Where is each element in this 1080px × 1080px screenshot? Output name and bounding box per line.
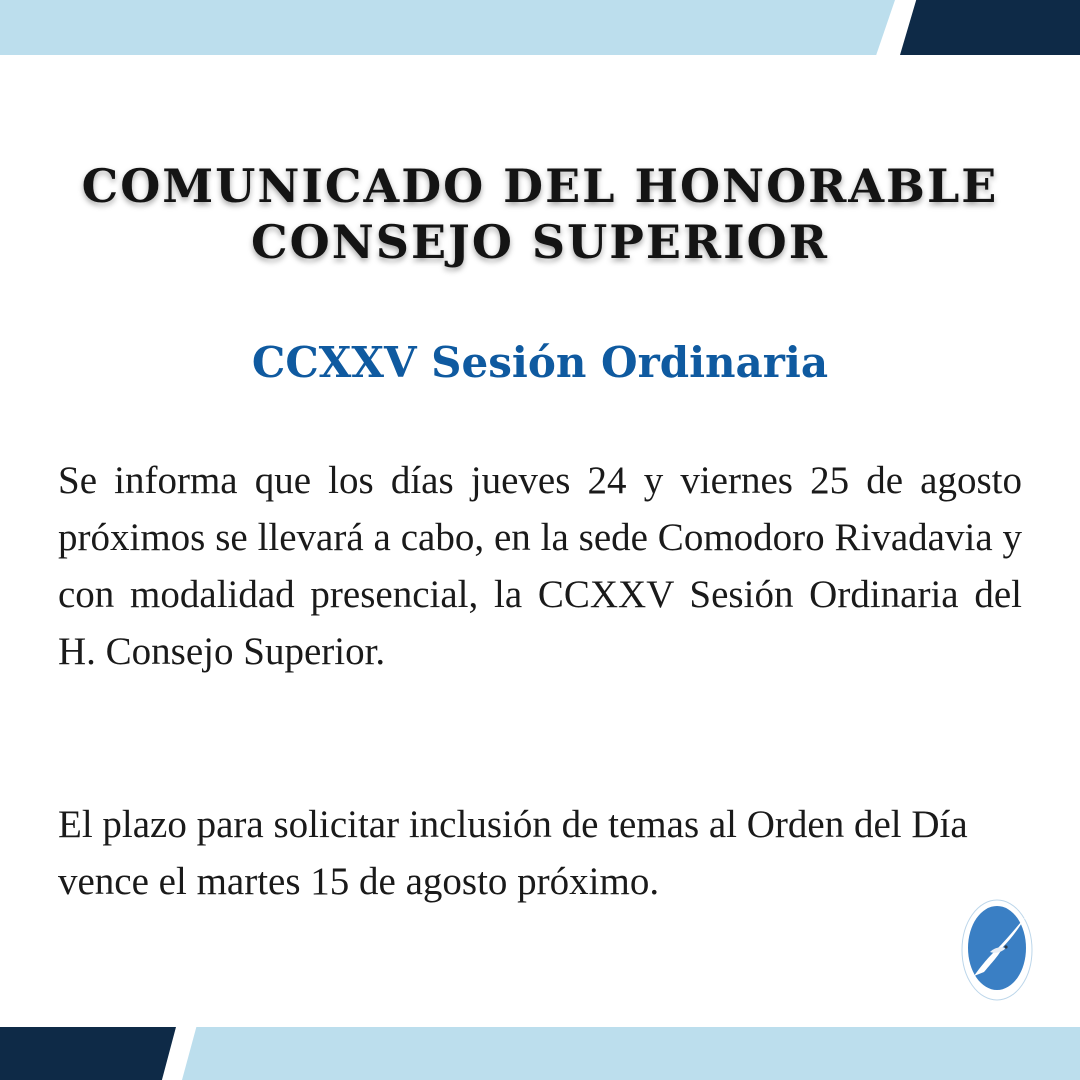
bottom-light-band (182, 1027, 1080, 1080)
top-light-band (0, 0, 895, 55)
title-line-2: CONSEJO SUPERIOR (251, 215, 829, 269)
announcement-paragraph: Se informa que los días jueves 24 y viernes 25 de agosto próximos se llevará a cabo, en la sede Comodoro Rivadavia y con modalidad presencial, la CCXXV Sesión Ordinaria del H. Consejo Superior. (58, 459, 1022, 673)
page-title (0, 158, 1080, 270)
title-line-1: COMUNICADO DEL HONORABLE (81, 159, 999, 213)
session-subtitle: CCXXV Sesión Ordinaria (251, 338, 829, 387)
deadline-paragraph: El plazo para solicitar inclusión de temas al Orden del Día vence el martes 15 de agosto próximo. (58, 803, 968, 903)
top-dark-band (900, 0, 1080, 55)
bottom-dark-band (0, 1027, 176, 1080)
university-logo (960, 898, 1034, 1008)
